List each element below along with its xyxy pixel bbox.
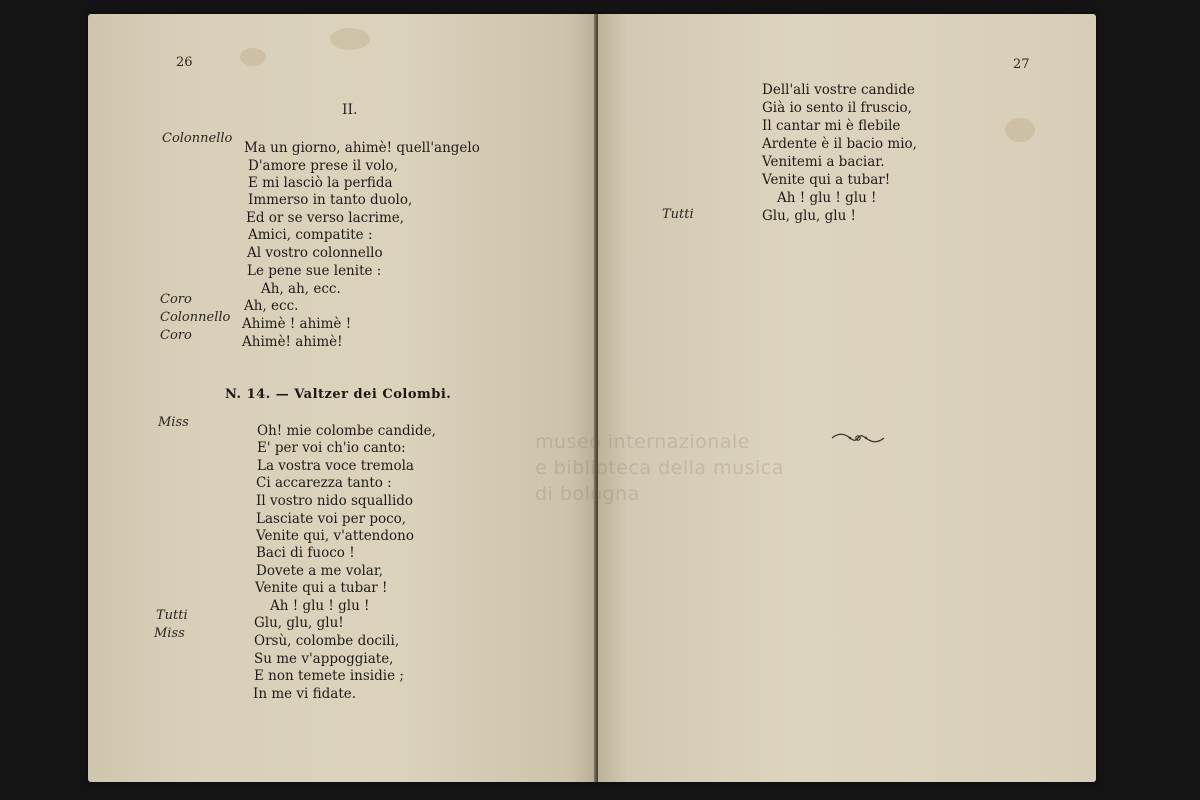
- verse-line: Ah, ah, ecc.: [261, 281, 341, 297]
- number-heading: N. 14. — Valtzer dei Colombi.: [225, 387, 452, 402]
- verse-line: Venite qui, v'attendono: [256, 528, 414, 544]
- verse-line: Il vostro nido squallido: [256, 493, 414, 509]
- verse-line: Ed or se verso lacrime,: [246, 210, 405, 226]
- verse-line: Oh! mie colombe candide,: [257, 423, 436, 439]
- verse-line: Al vostro colonnello: [247, 245, 383, 261]
- verse-line: Ah ! glu ! glu !: [777, 190, 877, 206]
- watermark-line-2: e biblioteca della musica: [535, 457, 784, 479]
- verse-line: E mi lasciò la perfida: [248, 175, 393, 191]
- speaker-label: Tutti: [156, 608, 188, 623]
- verse-line: Baci di fuoco !: [256, 545, 355, 561]
- verse-line: Le pene sue lenite :: [247, 263, 382, 279]
- paper-stain: [1005, 118, 1035, 142]
- verse-line: Ma un giorno, ahimè! quell'angelo: [244, 140, 480, 156]
- speaker-label: Tutti: [662, 207, 694, 222]
- verse-line: Dell'ali vostre candide: [762, 82, 915, 98]
- verse-line: Ahimè! ahimè!: [242, 334, 343, 350]
- verse-line: Venite qui a tubar !: [255, 580, 388, 596]
- paper-stain: [240, 48, 266, 66]
- speaker-label: Coro: [160, 292, 192, 307]
- verse-line: Lasciate voi per poco,: [256, 511, 407, 527]
- speaker-label: Colonnello: [160, 310, 231, 325]
- verse-line: Ci accarezza tanto :: [256, 475, 392, 491]
- verse-line: Glu, glu, glu!: [254, 615, 344, 631]
- verse-line: Immerso in tanto duolo,: [248, 192, 413, 208]
- verse-line: Ah ! glu ! glu !: [270, 598, 370, 614]
- verse-line: Ahimè ! ahimè !: [242, 316, 352, 332]
- speaker-label: Miss: [158, 415, 189, 430]
- verse-line: Venite qui a tubar!: [762, 172, 891, 188]
- verse-line: E non temete insidie ;: [254, 668, 404, 684]
- verse-line: D'amore prese il volo,: [248, 158, 398, 174]
- watermark-line-1: museo internazionale: [535, 431, 750, 453]
- verse-line: La vostra voce tremola: [257, 458, 414, 474]
- watermark-line-3: di bologna: [535, 483, 640, 505]
- speaker-label: Colonnello: [162, 131, 233, 146]
- verse-line: Ah, ecc.: [244, 298, 299, 314]
- verse-line: In me vi fidate.: [253, 686, 357, 702]
- verse-line: Venitemi a baciar.: [762, 154, 885, 170]
- verse-line: Già io sento il fruscio,: [762, 100, 912, 116]
- paper-stain: [330, 28, 370, 50]
- speaker-label: Miss: [154, 626, 185, 641]
- verse-line: E' per voi ch'io canto:: [257, 440, 406, 456]
- scroll-ornament-icon: [830, 432, 886, 444]
- verse-line: Ardente è il bacio mio,: [762, 136, 917, 152]
- section-numeral: II.: [342, 102, 358, 118]
- verse-line: Su me v'appoggiate,: [254, 651, 394, 667]
- verse-line: Amici, compatite :: [248, 227, 373, 243]
- page-number-left: 26: [176, 55, 193, 70]
- verse-line: Orsù, colombe docili,: [254, 633, 400, 649]
- speaker-label: Coro: [160, 328, 192, 343]
- page-number-right: 27: [1013, 57, 1030, 72]
- verse-line: Il cantar mi è flebile: [762, 118, 901, 134]
- verse-line: Dovete a me volar,: [256, 563, 384, 579]
- verse-line: Glu, glu, glu !: [762, 208, 856, 224]
